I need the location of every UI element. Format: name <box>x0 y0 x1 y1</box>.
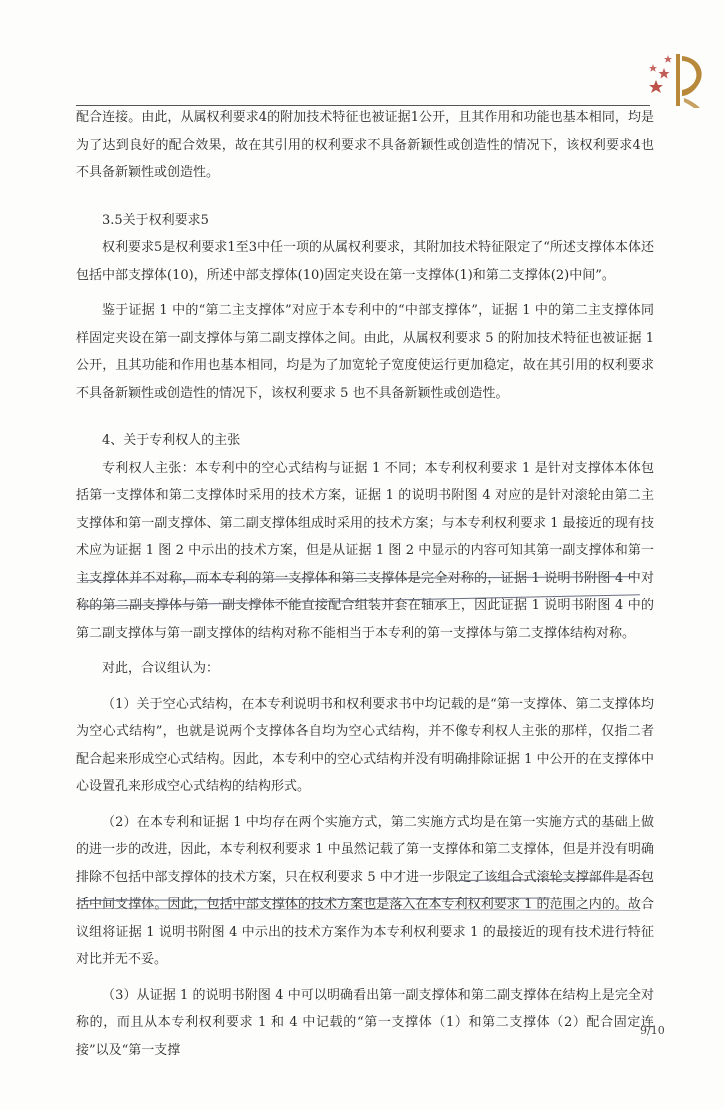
document-body <box>76 104 654 1064</box>
paragraph-panel-opinion-intro: 对此，合议组认为： <box>102 661 220 676</box>
page-number: 9/10 <box>640 1024 665 1037</box>
paragraph-claim5-analysis: 鉴于证据 1 中的“第二主支撑体”对应于本专利中的“中部支撑体”，证据 1 中的第二主支撑体同样固定夹设在第一副支撑体与第二副支撑体之间。由此，从属权利要求 5 的附加技术特征也被证据 1 公开，且其功能和作用也基本相同，均是为了加宽轮子宽度使运行更加稳定，故在其引用的权利要求不具备新颖性或创造性的情况下，该权利要求 5 也不具备新颖性或创造性。 <box>76 303 654 401</box>
section-heading-3-5: 3.5关于权利要求5 <box>102 212 209 228</box>
paragraph-point-1: （1）关于空心式结构，在本专利说明书和权利要求书中均记载的是“第一支撑体、第二支撑体均为空心式结构”，也就是说两个支撑体各自均为空心式结构，并不像专利权人主张的那样，仅指二者配合起来形成空心式结构。因此，本专利中的空心式结构并没有明确排除证据 1 中公开的在支撑体中心设置孔来形成空心式结构的结构形式。 <box>76 696 654 794</box>
section-heading-4: 4、关于专利权人的主张 <box>102 433 241 448</box>
paragraph-patentee-claim: 专利权人主张：本专利中的空心式结构与证据 1 不同；本专利权利要求 1 是针对支撑体本体包括第一支撑体和第二支撑体时采用的技术方案，证据 1 的说明书附图 4 对应的是针对滚轮由第二主支撑体和第一副支撑体、第二副支撑体组成时采用的技术方案；与本专利权利要求 1 最接近的现有技术应为证据 1 图 2 中示出的技术方案，但是从证据 1 图 2 中显示的内容可知其第一副支撑体和第一主支撑体并不对称，而本专利的第一支撑体和第二支撑体是完全对称的，证据 1 说明书附图 4 中对称的第二副支撑体与第一副支撑体不能直接配合组装并套在轴承上，因此证据 1 说明书附图 4 中的第二副支撑体与第一副支撑体的结构对称不能相当于本专利的第一支撑体与第二支撑体结构对称。 <box>76 460 654 641</box>
paragraph-point-3: （3）从证据 1 的说明书附图 4 中可以明确看出第一副支撑体和第二副支撑体在结构上是完全对称的，而且从本专利权利要求 1 和 4 中记载的“第一支撑体（1）和第二支撑体（2）配合固定连接”以及“第一支撑 <box>76 987 654 1058</box>
paragraph-claim5-definition: 权利要求5是权利要求1至3中任一项的从属权利要求，其附加技术特征限定了“所述支撑体本体还包括中部支撑体(10)，所述中部支撑体(10)固定夹设在第一支撑体(1)和第二支撑体(2)中间”。 <box>76 240 654 283</box>
office-emblem-icon <box>646 50 710 110</box>
paragraph-point-2: （2）在本专利和证据 1 中均存在两个实施方式，第二实施方式均是在第一实施方式的基础上做的进一步的改进，因此，本专利权利要求 1 中虽然记载了第一支撑体和第二支撑体，但是并没有明确排除不包括中部支撑体的技术方案，只在权利要求 5 中才进一步限定了该组合式滚轮支撑部件是否包括中间支撑体。因此，包括中部支撑体的技术方案也是落入在本专利权利要求 1 的范围之内的。故合议组将证据 1 说明书附图 4 中示出的技术方案作为本专利权利要求 1 的最接近的现有技术进行特征对比并无不妥。 <box>76 814 654 967</box>
paragraph-claim4-conclusion: 配合连接。由此，从属权利要求4的附加技术特征也被证据1公开，且其作用和功能也基本相同，均是为了达到良好的配合效果，故在其引用的权利要求不具备新颖性或创造性的情况下，该权利要求4也不具备新颖性或创造性。 <box>76 110 654 180</box>
